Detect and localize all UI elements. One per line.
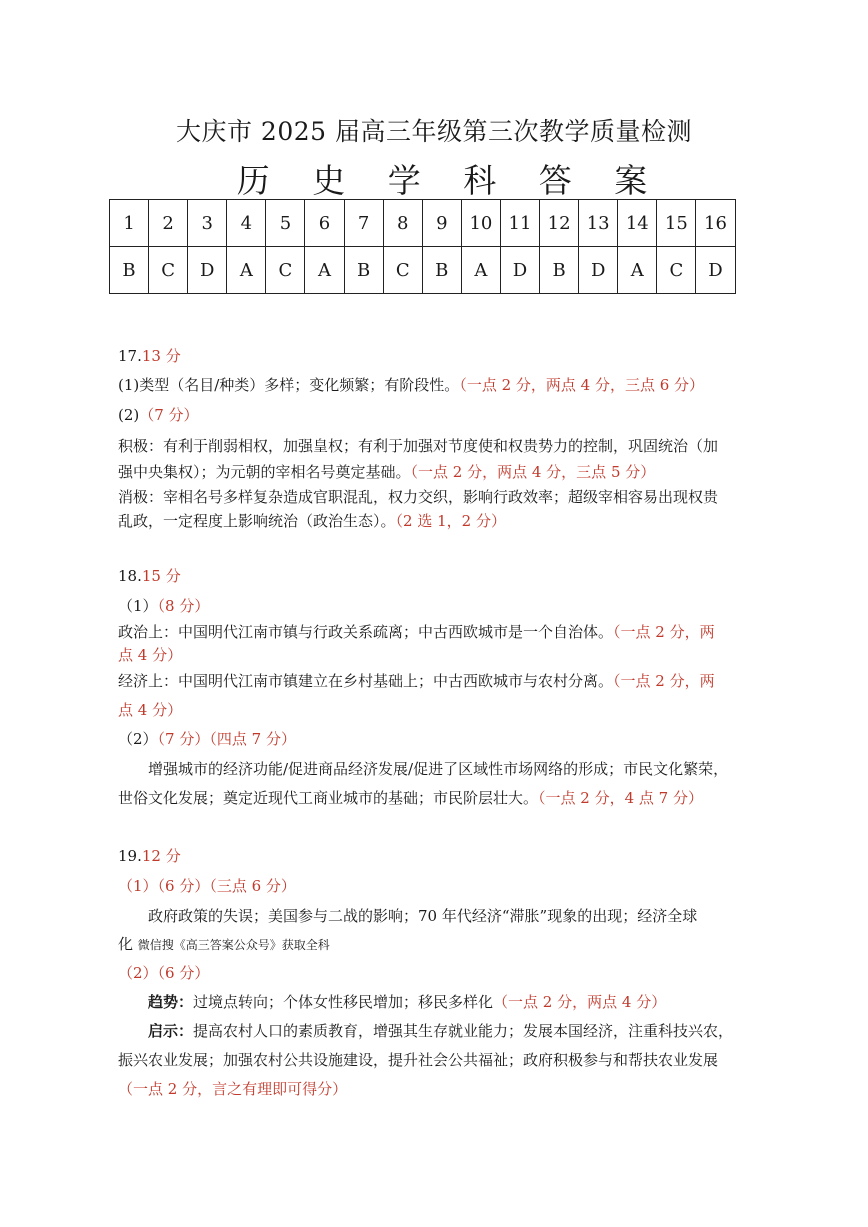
q18-part2-label: （2） bbox=[118, 730, 158, 748]
answer-letter-cell: B bbox=[540, 247, 579, 294]
question-number-cell: 9 bbox=[422, 200, 461, 247]
q19-inspiration-line2: 振兴农业发展；加强农村公共设施建设，提升社会公共福祉；政府积极参与和帮扶农业发展 bbox=[118, 1051, 719, 1069]
question-number-cell: 5 bbox=[266, 200, 305, 247]
answer-letter-cell: C bbox=[266, 247, 305, 294]
q18-political-score-cont: 点 4 分） bbox=[118, 646, 183, 664]
q19-number: 19. bbox=[118, 847, 142, 865]
q18-number: 18. bbox=[118, 567, 142, 585]
question-number-cell: 3 bbox=[188, 200, 227, 247]
q19-part2-score: （2）（6 分） bbox=[118, 964, 210, 982]
question-number-cell: 13 bbox=[579, 200, 618, 247]
q18-total-score: 15 分 bbox=[141, 567, 181, 585]
q17-part1-answer: (1)类型（名目/种类）多样；变化频繁；有阶段性。 bbox=[118, 376, 460, 394]
q18-economic-text: 经济上：中国明代江南市镇建立在乡村基础上；中古西欧城市与农村分离。 bbox=[118, 672, 614, 690]
q19-inspiration-label: 启示： bbox=[148, 1022, 194, 1040]
question-number-cell: 8 bbox=[383, 200, 422, 247]
q17-positive-line1: 积极：有利于削弱相权，加强皇权；有利于加强对节度使和权贵势力的控制，巩固统治（加 bbox=[118, 437, 719, 455]
answer-letter-cell: D bbox=[696, 247, 735, 294]
question-number-cell: 16 bbox=[696, 200, 735, 247]
q17-total-score: 13 分 bbox=[141, 347, 181, 365]
q19-part1-text: 化 bbox=[118, 935, 134, 953]
q17-negative-score: （2 选 1，2 分） bbox=[395, 512, 506, 530]
q17-positive-score: （一点 2 分，两点 4 分，三点 5 分） bbox=[410, 463, 656, 481]
q19-inspiration-line1 bbox=[148, 1021, 733, 1041]
question-number-cell: 15 bbox=[657, 200, 696, 247]
answer-letter-cell: A bbox=[227, 247, 266, 294]
q18-part2-line2 bbox=[118, 788, 703, 808]
q17-part2-heading bbox=[118, 405, 199, 425]
answer-letter-cell: B bbox=[110, 247, 149, 294]
q18-part2-score: （7 分）（四点 7 分） bbox=[157, 730, 296, 748]
q17-negative-line2 bbox=[118, 511, 506, 531]
q19-heading bbox=[118, 846, 181, 866]
q18-heading bbox=[118, 566, 181, 586]
q19-inspiration-text1: 提高农村人口的素质教育，增强其生存就业能力；发展本国经济，注重科技兴农， bbox=[193, 1022, 734, 1040]
q17-positive-text: 强中央集权）；为元朝的宰相名号奠定基础。 bbox=[118, 463, 411, 481]
question-number-cell: 14 bbox=[618, 200, 657, 247]
answer-letter-cell: C bbox=[657, 247, 696, 294]
q17-positive-line2 bbox=[118, 462, 655, 482]
q17-number: 17. bbox=[118, 347, 142, 365]
question-number-cell: 7 bbox=[344, 200, 383, 247]
q19-part1-line2 bbox=[118, 934, 330, 955]
question-number-cell: 6 bbox=[305, 200, 344, 247]
q17-negative-text: 乱政，一定程度上影响统治（政治生态）。 bbox=[118, 512, 396, 530]
question-number-cell: 12 bbox=[540, 200, 579, 247]
q18-part2-text: 世俗文化发展；奠定近现代工商业城市的基础；市民阶层壮大。 bbox=[118, 789, 539, 807]
answer-letter-cell: A bbox=[305, 247, 344, 294]
q17-negative-line1: 消极：宰相名号多样复杂造成官职混乱，权力交织，影响行政效率；超级宰相容易出现权贵 bbox=[118, 488, 719, 506]
q18-part2-heading bbox=[118, 729, 296, 749]
q19-part1-line1: 政府政策的失误；美国参与二战的影响；70 年代经济“滞胀”现象的出现；经济全球 bbox=[148, 907, 698, 925]
question-number-row bbox=[110, 200, 736, 247]
q18-part1-score: （8 分） bbox=[157, 597, 210, 615]
q19-promo-note: 微信搜《高三答案公众号》获取全科 bbox=[137, 938, 330, 952]
answer-letter-cell: B bbox=[422, 247, 461, 294]
q19-trend-label: 趋势： bbox=[148, 993, 194, 1011]
q17-heading bbox=[118, 346, 181, 366]
q17-part1-score: （一点 2 分，两点 4 分，三点 6 分） bbox=[459, 376, 705, 394]
q18-economic-score: （一点 2 分，两 bbox=[613, 672, 715, 690]
q17-part1 bbox=[118, 375, 704, 395]
q18-economic-score-cont: 点 4 分） bbox=[118, 701, 183, 719]
q19-trend-line bbox=[148, 992, 666, 1012]
q17-part2-score: （7 分） bbox=[139, 406, 199, 424]
answer-letter-cell: A bbox=[461, 247, 500, 294]
answer-letter-cell: C bbox=[149, 247, 188, 294]
subject-title: 历 史 学 科 答 案 bbox=[236, 161, 664, 200]
q18-part1-label: （1） bbox=[118, 597, 158, 615]
question-number-cell: 10 bbox=[461, 200, 500, 247]
answer-table bbox=[109, 199, 736, 294]
answer-letter-cell: D bbox=[579, 247, 618, 294]
answer-letter-cell: A bbox=[618, 247, 657, 294]
answer-letter-cell: D bbox=[188, 247, 227, 294]
question-number-cell: 1 bbox=[110, 200, 149, 247]
q18-part1-heading bbox=[118, 596, 209, 616]
answer-letter-cell: D bbox=[500, 247, 539, 294]
q19-trend-text: 过境点转向；个体女性移民增加；移民多样化 bbox=[193, 993, 494, 1011]
q18-political-line1 bbox=[118, 622, 715, 642]
answer-letter-cell: B bbox=[344, 247, 383, 294]
q18-political-text: 政治上：中国明代江南市镇与行政关系疏离；中古西欧城市是一个自治体。 bbox=[118, 623, 614, 641]
answer-letter-row bbox=[110, 247, 736, 294]
question-number-cell: 11 bbox=[500, 200, 539, 247]
q18-political-score: （一点 2 分，两 bbox=[613, 623, 715, 641]
q18-part2-line1: 增强城市的经济功能/促进商品经济发展/促进了区域性市场网络的形成；市民文化繁荣， bbox=[148, 760, 729, 778]
answer-letter-cell: C bbox=[383, 247, 422, 294]
q18-economic-line1 bbox=[118, 671, 715, 691]
q19-total-score: 12 分 bbox=[141, 847, 181, 865]
exam-title: 大庆市 2025 届高三年级第三次教学质量检测 bbox=[175, 117, 693, 146]
q19-trend-score: （一点 2 分，两点 4 分） bbox=[493, 993, 667, 1011]
q19-part1-score: （1）（6 分）（三点 6 分） bbox=[118, 877, 296, 895]
q18-part2-line2-score: （一点 2 分，4 点 7 分） bbox=[538, 789, 703, 807]
q17-part2-label: (2) bbox=[118, 406, 140, 424]
question-number-cell: 2 bbox=[149, 200, 188, 247]
q19-inspiration-score: （一点 2 分，言之有理即可得分） bbox=[118, 1080, 348, 1098]
question-number-cell: 4 bbox=[227, 200, 266, 247]
